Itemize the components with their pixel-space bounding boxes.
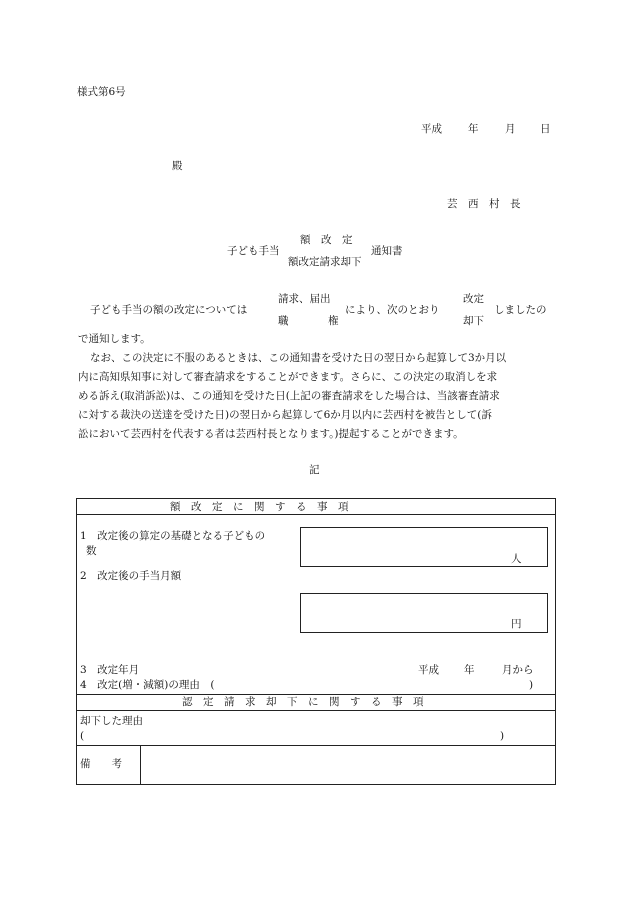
item4-label: 4 改定(増・減額)の理由 (: [80, 679, 215, 691]
date-era: 平成: [421, 123, 442, 135]
divider: [76, 745, 556, 746]
body-ending: しましたの: [494, 304, 547, 316]
decision-top: 改定: [463, 293, 484, 305]
addressee-suffix: 殿: [172, 160, 183, 172]
item3-month-from: 月から: [502, 664, 534, 676]
item1-label-cont: 数: [86, 545, 97, 557]
body-intro: 子ども手当の額の改定については: [90, 304, 248, 316]
child-count-unit: 人: [511, 553, 522, 565]
para2-line: に対する裁決の送達を受けた日)の翌日から起算して6か月以内に芸西村を被告として(訴: [78, 409, 492, 421]
date-day: 日: [540, 123, 551, 135]
date-month: 月: [505, 123, 516, 135]
monthly-amount-unit: 円: [511, 618, 522, 630]
divider: [76, 514, 556, 515]
para2-line: 内に高知県知事に対して審査請求をすることができます。さらに、この決定の取消しを求: [78, 371, 498, 383]
section2-header: 認 定 請 求 却 下 に 関 す る 事 項: [182, 696, 424, 708]
body-line2: で通知します。: [78, 333, 151, 345]
form-number: 様式第6号: [77, 86, 126, 98]
item3-year: 年: [464, 664, 475, 676]
sender: 芸 西 村 長: [447, 198, 521, 210]
item1-label: 1 改定後の算定の基礎となる子どもの: [80, 530, 266, 542]
item2-label: 2 改定後の手当月額: [80, 570, 182, 582]
divider: [76, 694, 556, 695]
rejection-open: (: [80, 730, 85, 742]
rejection-label: 却下した理由: [80, 715, 143, 727]
basis-top: 請求、届出: [278, 293, 331, 305]
basis-bottom-right: 権: [328, 315, 339, 327]
decision-bottom: 却下: [463, 315, 484, 327]
rejection-close: ): [500, 730, 505, 742]
divider: [76, 710, 556, 711]
item4-close: ): [529, 679, 534, 691]
item3-era: 平成: [418, 664, 439, 676]
date-year: 年: [468, 123, 479, 135]
body-middle: により、次のとおり: [345, 304, 440, 316]
item3-label: 3 改定年月: [80, 664, 140, 676]
title-suffix: 通知書: [371, 245, 403, 257]
remarks-label: 備 考: [80, 758, 122, 770]
title-option-top: 額 改 定: [300, 234, 353, 246]
title-option-bottom: 額改定請求却下: [288, 256, 362, 268]
para2-line: める訴え(取消訴訟)は、この通知を受けた日(上記の審査請求をした場合は、当該審査請求: [78, 390, 500, 402]
para2-line: 訟において芸西村を代表する者は芸西村長となります。)提起することができます。: [78, 428, 464, 440]
ki-label: 記: [309, 464, 320, 476]
basis-bottom-left: 職: [278, 315, 289, 327]
divider: [140, 745, 141, 785]
para2-line: なお、この決定に不服のあるときは、この通知書を受けた日の翌日から起算して3か月以: [90, 352, 507, 364]
title-prefix: 子ども手当: [227, 245, 280, 257]
section1-header: 額 改 定 に 関 す る 事 項: [170, 501, 349, 513]
